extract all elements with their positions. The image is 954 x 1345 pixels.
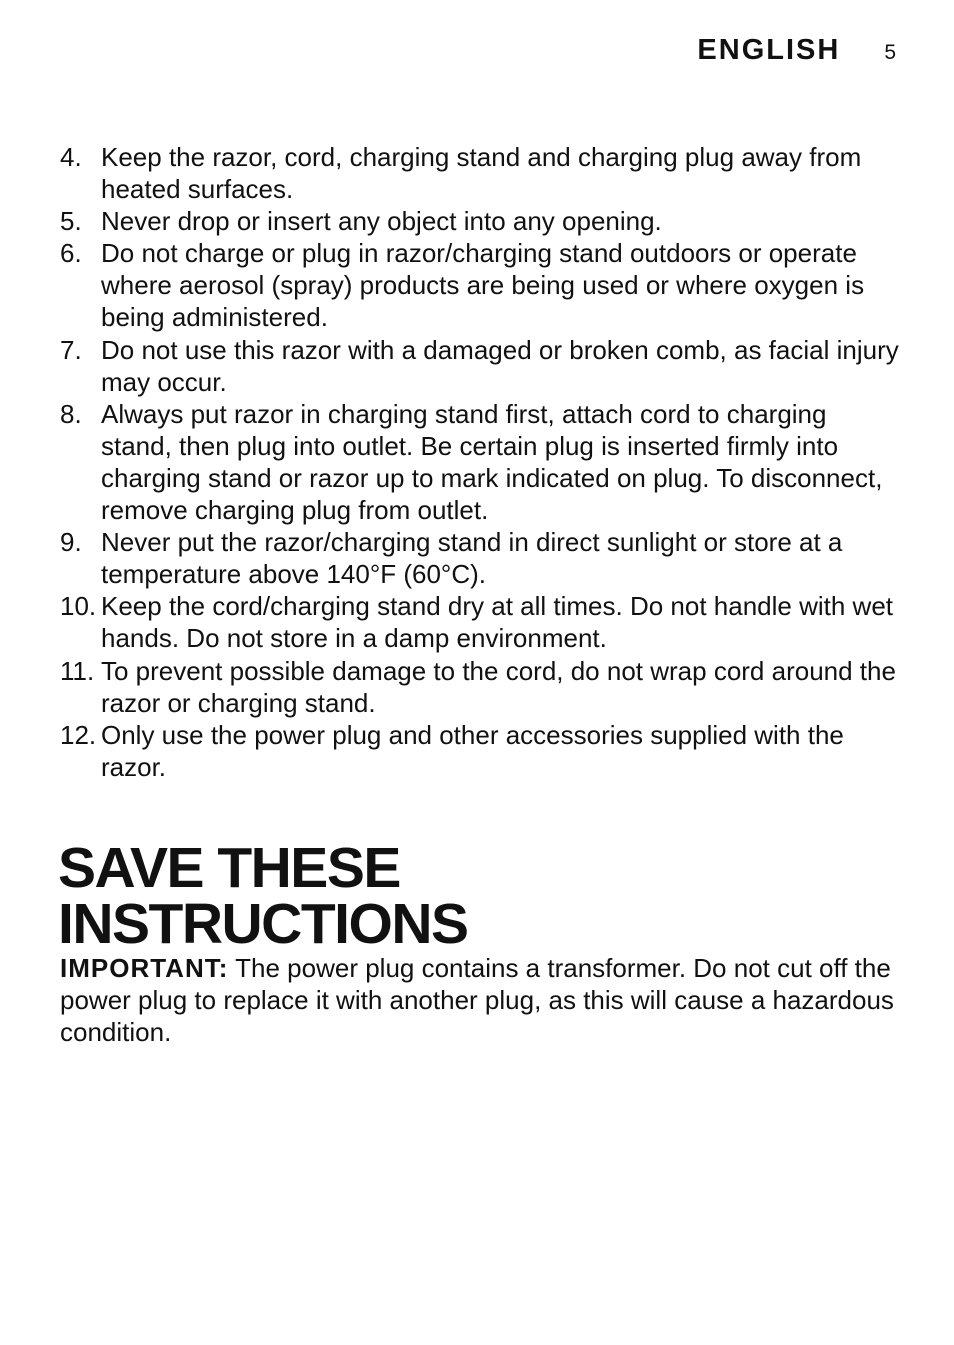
- list-item: [60, 398, 900, 526]
- section-title: [58, 836, 918, 956]
- page-number: 5: [884, 41, 896, 64]
- item-text: Do not use this razor with a damaged or broken comb, as facial injury may occur.: [101, 334, 899, 397]
- item-text: Keep the cord/charging stand dry at all times. Do not handle with wet hands. Do not store in a damp environment.: [101, 591, 893, 654]
- item-number: 12.: [60, 719, 97, 750]
- item-number: 9.: [60, 527, 82, 558]
- list-item: [60, 526, 900, 590]
- item-text: Only use the power plug and other accessories supplied with the razor.: [101, 719, 844, 782]
- item-text: Never put the razor/charging stand in direct sunlight or store at a temperature above 140°F (60°C).: [101, 527, 843, 590]
- item-number: 7.: [60, 334, 82, 365]
- list-item: [60, 655, 900, 719]
- list-item: [60, 237, 900, 333]
- section-title-line: INSTRUCTIONS: [58, 892, 468, 956]
- item-text: Keep the razor, cord, charging stand and charging plug away from heated surfaces.: [101, 142, 862, 205]
- list-item: [60, 719, 900, 783]
- item-number: 4.: [60, 142, 82, 172]
- item-number: 11.: [60, 655, 95, 686]
- page-header: [697, 34, 896, 67]
- list-item: [60, 205, 900, 237]
- important-label: IMPORTANT:: [60, 953, 229, 983]
- important-note: [60, 952, 900, 1048]
- item-number: 10.: [60, 591, 97, 622]
- item-text: To prevent possible damage to the cord, do not wrap cord around the razor or charging stand.: [101, 655, 896, 718]
- item-text: Do not charge or plug in razor/charging stand outdoors or operate where aerosol (spray) products are being used or where oxygen is being administered.: [101, 238, 865, 333]
- list-item: [60, 141, 900, 205]
- item-number: 8.: [60, 398, 82, 429]
- important-text: The power plug contains a transformer. Do not cut off the power plug to replace it with another plug, as this will cause a hazardous condition.: [60, 953, 894, 1047]
- safety-instructions-list: [60, 141, 900, 783]
- language-label: ENGLISH: [697, 34, 841, 66]
- list-item: [60, 590, 900, 654]
- item-text: Never drop or insert any object into any opening.: [101, 206, 662, 237]
- item-number: 6.: [60, 238, 82, 269]
- section-title-line: SAVE THESE: [58, 836, 400, 900]
- item-number: 5.: [60, 206, 82, 237]
- list-item: [60, 334, 900, 398]
- item-text: Always put razor in charging stand first, attach cord to charging stand, then plug into outlet. Be certain plug is inserted firmly into charging stand or razor up to mark indicated on plug. To disconnect, remove charging plug from outlet.: [101, 398, 883, 526]
